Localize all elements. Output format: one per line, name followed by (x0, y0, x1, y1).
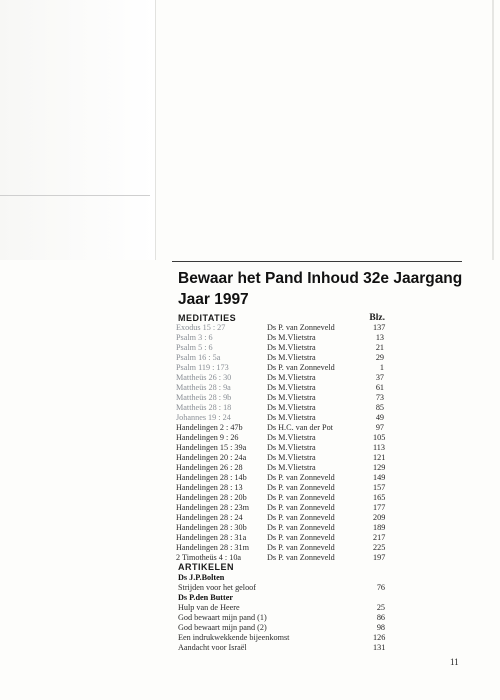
meditatie-row (176, 543, 406, 553)
artikel-title: Strijden voor het geloof (178, 583, 256, 592)
artikel-page: 126 (373, 633, 386, 642)
meditatie-text: Psalm 16 : 5a (176, 353, 221, 362)
meditatie-page: 137 (373, 323, 386, 332)
meditatie-author: Ds M.Vlietstra (267, 433, 316, 442)
meditatie-text: Handelingen 28 : 20b (176, 493, 247, 502)
meditatie-page: 13 (375, 333, 384, 342)
artikel-author: Ds J.P.Bolten (178, 573, 225, 582)
artikelen-list (178, 573, 398, 653)
meditatie-row (176, 403, 406, 413)
meditatie-text: Johannes 19 : 24 (176, 413, 231, 422)
artikel-row (178, 603, 398, 613)
meditatie-text: Handelingen 15 : 39a (176, 443, 247, 452)
meditatie-text: 2 Timotheüs 4 : 10a (176, 553, 242, 562)
meditatie-row (176, 483, 406, 493)
meditatie-page: 209 (373, 513, 386, 522)
meditatie-page: 85 (375, 403, 384, 412)
artikel-page: 98 (376, 623, 385, 632)
paper-right-edge (492, 0, 494, 260)
meditaties-heading: MEDITATIES (178, 313, 237, 323)
artikel-page (373, 593, 385, 603)
artikel-page: 76 (376, 583, 385, 592)
meditatie-page: 121 (373, 453, 386, 462)
meditatie-author: Ds H.C. van der Pot (267, 423, 333, 432)
meditatie-row (176, 523, 406, 533)
meditatie-row (176, 393, 406, 403)
meditatie-author: Ds P. van Zonneveld (267, 363, 335, 372)
artikel-title: Hulp van de Heere (178, 603, 240, 612)
meditatie-page: 105 (373, 433, 386, 442)
paper-overlap (0, 0, 156, 260)
meditatie-row (176, 323, 406, 333)
artikel-row (178, 583, 398, 593)
meditatie-page: 157 (373, 483, 386, 492)
artikel-author-row (178, 593, 398, 603)
meditatie-text: Handelingen 28 : 14b (176, 473, 247, 482)
meditatie-page: 73 (375, 393, 384, 402)
meditatie-row (176, 473, 406, 483)
meditatie-author: Ds P. van Zonneveld (267, 543, 335, 552)
meditatie-page: 113 (373, 443, 385, 452)
meditatie-author: Ds M.Vlietstra (267, 393, 316, 402)
meditatie-page: 37 (375, 373, 384, 382)
meditatie-row (176, 383, 406, 393)
title-line-2: Jaar 1997 (178, 291, 249, 308)
meditatie-text: Psalm 5 : 6 (176, 343, 213, 352)
artikel-row (178, 643, 398, 653)
artikel-page: 131 (373, 643, 386, 652)
meditatie-text: Mattheüs 26 : 30 (176, 373, 232, 382)
artikel-author: Ds P.den Butter (178, 593, 233, 602)
meditatie-text: Handelingen 28 : 24 (176, 513, 243, 522)
artikel-row (178, 613, 398, 623)
meditatie-row (176, 373, 406, 383)
meditatie-text: Exodus 15 : 27 (176, 323, 226, 332)
meditatie-author: Ds M.Vlietstra (267, 463, 316, 472)
artikelen-heading: ARTIKELEN (178, 562, 234, 572)
meditatie-text: Handelingen 20 : 24a (176, 453, 247, 462)
meditatie-page: 49 (375, 413, 384, 422)
artikel-title: Aandacht voor Israël (178, 643, 247, 652)
meditatie-author: Ds P. van Zonneveld (267, 323, 335, 332)
artikel-page: 25 (376, 603, 385, 612)
meditatie-row (176, 423, 406, 433)
meditatie-text: Handelingen 28 : 13 (176, 483, 243, 492)
meditatie-text: Handelingen 2 : 47b (176, 423, 243, 432)
meditatie-text: Mattheüs 28 : 9a (176, 383, 231, 392)
meditatie-row (176, 363, 406, 373)
meditatie-author: Ds P. van Zonneveld (267, 523, 335, 532)
meditatie-author: Ds P. van Zonneveld (267, 493, 335, 502)
meditatie-author: Ds P. van Zonneveld (267, 513, 335, 522)
meditatie-row (176, 463, 406, 473)
meditatie-page: 165 (373, 493, 386, 502)
meditatie-text: Psalm 3 : 6 (176, 333, 213, 342)
artikel-title: God bewaart mijn pand (1) (178, 613, 267, 622)
meditatie-page: 29 (375, 353, 384, 362)
meditatie-author: Ds M.Vlietstra (267, 443, 316, 452)
artikel-page: 86 (376, 613, 385, 622)
meditatie-row (176, 443, 406, 453)
meditatie-page: 197 (373, 553, 386, 562)
meditatie-row (176, 493, 406, 503)
meditaties-list (176, 323, 406, 563)
meditatie-text: Handelingen 28 : 31a (176, 533, 247, 542)
meditatie-row (176, 503, 406, 513)
meditatie-text: Mattheüs 28 : 9b (176, 393, 232, 402)
artikel-row (178, 633, 398, 643)
artikel-author-row (178, 573, 398, 583)
meditatie-author: Ds M.Vlietstra (267, 383, 316, 392)
meditatie-author: Ds P. van Zonneveld (267, 473, 335, 482)
meditatie-text: Handelingen 26 : 28 (176, 463, 243, 472)
artikel-title: God bewaart mijn pand (2) (178, 623, 267, 632)
meditatie-page: 149 (373, 473, 386, 482)
meditatie-row (176, 533, 406, 543)
meditatie-author: Ds M.Vlietstra (267, 413, 316, 422)
meditatie-page: 129 (373, 463, 386, 472)
meditatie-author: Ds M.Vlietstra (267, 403, 316, 412)
meditatie-row (176, 343, 406, 353)
header-rule (172, 261, 462, 262)
meditatie-page: 61 (375, 383, 384, 392)
meditatie-text: Handelingen 28 : 30b (176, 523, 247, 532)
meditatie-page: 225 (373, 543, 386, 552)
meditatie-text: Mattheüs 28 : 18 (176, 403, 232, 412)
meditatie-author: Ds M.Vlietstra (267, 373, 316, 382)
meditatie-row (176, 333, 406, 343)
meditatie-author: Ds M.Vlietstra (267, 343, 316, 352)
meditatie-text: Psalm 119 : 173 (176, 363, 229, 372)
meditatie-row (176, 513, 406, 523)
meditatie-text: Handelingen 9 : 26 (176, 433, 239, 442)
meditatie-row (176, 453, 406, 463)
artikel-row (178, 623, 398, 633)
artikel-title: Een indrukwekkende bijeenkomst (178, 633, 290, 642)
meditatie-author: Ds M.Vlietstra (267, 453, 316, 462)
meditatie-author: Ds M.Vlietstra (267, 333, 316, 342)
page-column-label: Blz. (369, 313, 385, 323)
page-title (178, 268, 468, 310)
meditatie-row (176, 433, 406, 443)
meditatie-author: Ds P. van Zonneveld (267, 503, 335, 512)
artikel-page (373, 573, 385, 583)
meditatie-author: Ds P. van Zonneveld (267, 553, 335, 562)
meditatie-page: 177 (373, 503, 386, 512)
meditatie-text: Handelingen 28 : 31m (176, 543, 249, 552)
page-number: 11 (450, 657, 459, 667)
meditatie-page: 189 (373, 523, 386, 532)
meditatie-page: 1 (379, 363, 384, 372)
meditatie-text: Handelingen 28 : 23m (176, 503, 249, 512)
paper-edge-line (0, 195, 150, 196)
meditatie-row (176, 413, 406, 423)
meditatie-page: 97 (375, 423, 384, 432)
meditatie-author: Ds P. van Zonneveld (267, 483, 335, 492)
meditatie-row (176, 353, 406, 363)
meditatie-author: Ds M.Vlietstra (267, 353, 316, 362)
meditatie-page: 217 (373, 533, 386, 542)
meditatie-page: 21 (375, 343, 384, 352)
meditatie-author: Ds P. van Zonneveld (267, 533, 335, 542)
title-line-1: Bewaar het Pand Inhoud 32e Jaargang (178, 270, 463, 287)
